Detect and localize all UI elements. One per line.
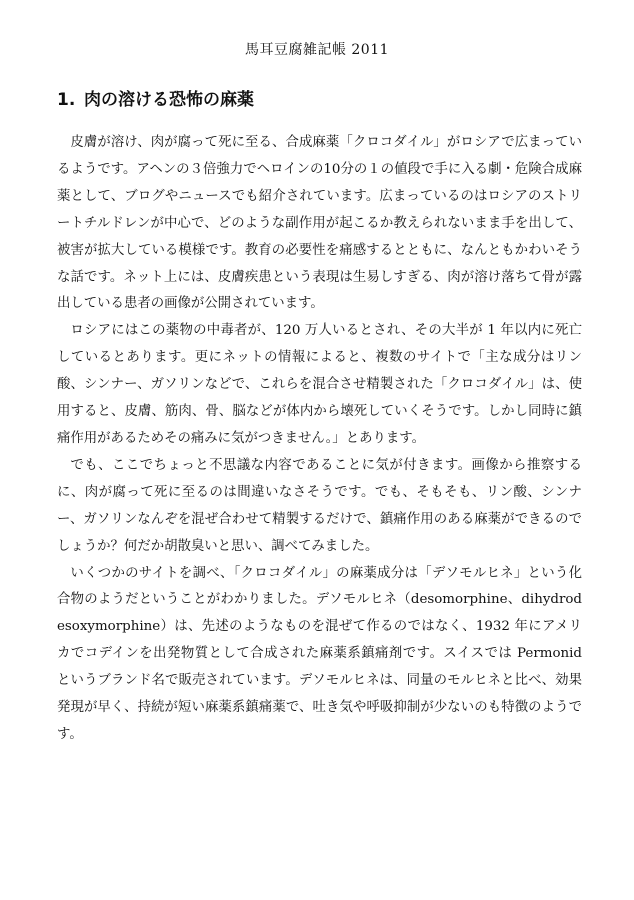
paragraph: でも、ここでちょっと不思議な内容であることに気が付きます。画像から推察するに、肉が腐って死に至るのは間違いなさそうです。でも、そもそも、リン酸、シンナー、ガソリンなんぞを混ぜ合わせて精製するだけで、鎮痛作用のある麻薬ができるのでしょうか？何だか胡散臭いと思い、調べてみました。 <box>57 457 582 554</box>
section-number: 1. <box>57 90 76 110</box>
running-header: 馬耳豆腐雑記帳 2011 <box>244 42 390 58</box>
body-text <box>57 130 582 749</box>
paragraph: 皮膚が溶け、肉が腐って死に至る、合成麻薬「クロコダイル」がロシアで広まっているようです。アヘンの３倍強力でヘロインの10分の１の値段で手に入る劇・危険合成麻薬として、ブログやニュースでも紹介されています。広まっているのはロシアのストリートチルドレンが中心で、どのような副作用が起こるか教えられないまま手を出して、被害が拡大している模様です。教育の必要性を痛感するとともに、なんともかわいそうな話です。ネット上には、皮膚疾患という表現は生易しすぎる、肉が溶け落ちて骨が露出している患者の画像が公開されています。 <box>57 135 582 312</box>
section-title: 肉の溶ける恐怖の麻薬 <box>84 90 254 110</box>
section-heading <box>57 85 254 110</box>
paragraph: ロシアにはこの薬物の中毒者が、120 万人いるとされ、その大半が 1 年以内に死亡しているとあります。更にネットの情報によると、複数のサイトで「主な成分はリン酸、シンナー、ガソリンなどで、これらを混合させ精製された「クロコダイル」は、使用すると、皮膚、筋肉、骨、脳などが体内から壊死していくそうです。しかし同時に鎮痛作用があるためその痛みに気がつきません。」とあります。 <box>57 323 582 446</box>
paragraph: いくつかのサイトを調べ、「クロコダイル」の麻薬成分は「デソモルヒネ」という化合物のようだということがわかりました。デソモルヒネ（desomorphine、dihydrodesoxymorphine）は、先述のようなものを混ぜて作るのではなく、1932 年にアメリカでコデインを出発物質として合成された麻薬系鎮痛剤です。スイスでは Permonid というブランド名で販売されています。デソモルヒネは、同量のモルヒネと比べ、効果発現が早く、持続が短い麻薬系鎮痛薬で、吐き気や呼吸抑制が少ないのも特徴のようです。 <box>57 565 582 742</box>
